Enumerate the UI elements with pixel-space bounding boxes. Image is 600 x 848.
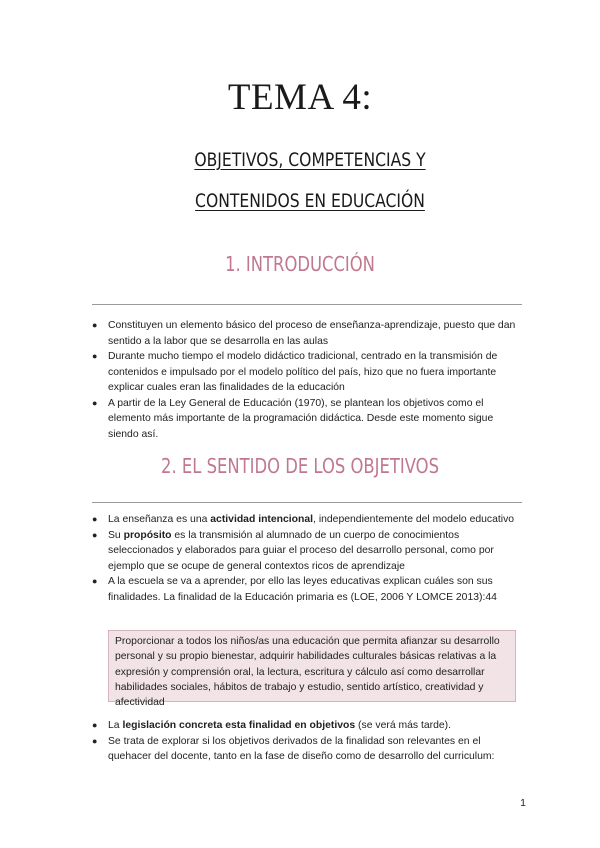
bullet-dot-icon: ● [92,514,98,524]
list-item-text: Constituyen un elemento básico del proceso de enseñanza-aprendizaje, puesto que dan sentido a la labor que se desarrolla en las aulas [108,320,516,347]
list-item-text-after: (se verá más tarde). [355,720,452,731]
page-subtitle: OBJETIVOS, COMPETENCIAS Y CONTENIDOS EN EDUCACIÓN [194,149,426,212]
list-item-text-before: La enseñanza es una [108,514,211,525]
quote-text: Proporcionar a todos los niños/as una educación que permita afianzar su desarrollo personal y su propio bienestar, adquirir habilidades culturales básicas relativas a la expresión y comprensión oral, la lectura, escritura y cálculo así como desarrollar habilidades sociales, hábitos de trabajo y estudio, sentido artístico, creatividad y afectividad [115,636,500,709]
bullet-dot-icon: ● [92,397,98,408]
section-divider [92,502,522,503]
section-heading-introduccion: 1. INTRODUCCIÓN [225,252,375,276]
list-item [92,396,522,443]
bullet-dot-icon: ● [92,529,98,540]
list-item-bold-text: legislación concreta esta finalidad en objetivos [122,720,356,731]
intro-bullet-list [92,318,522,442]
list-item-text: Se trata de explorar si los objetivos derivados de la finalidad son relevantes en el quehacer del docente, tanto en la fase de diseño como de desarrollo del curriculum: [108,735,495,762]
list-item-text-before: La [108,720,123,731]
finalidad-quote-box [108,630,516,709]
list-item [92,718,522,734]
bullet-dot-icon: ● [92,735,98,746]
list-item [92,528,522,575]
bullet-dot-icon: ● [92,351,98,361]
list-item [92,734,522,765]
bullet-dot-icon: ● [92,720,98,730]
page-title: TEMA 4: [227,77,373,118]
list-item-bold-text: propósito [123,529,172,541]
list-item [92,349,522,396]
objectives-bullet-list [92,512,522,605]
section-heading-sentido-objetivos: 2. EL SENTIDO DE LOS OBJETIVOS [161,454,439,478]
list-item [92,574,522,605]
list-item-text: A la escuela se va a aprender, por ello las leyes educativas explican cuáles son sus finalidades. La finalidad de la Educación primaria es (LOE, 2006 Y LOMCE 2013):44 [108,576,497,603]
list-item [92,512,522,528]
list-item-text: Durante mucho tiempo el modelo didáctico tradicional, centrado en la transmisión de contenidos e impulsado por el modelo político del país, hizo que no fuera importante explicar cuales eran las finalidades de la educación [108,351,498,393]
objectives-bullet-list-continued [92,718,522,765]
bullet-dot-icon: ● [92,320,98,330]
list-item-text-after: es la transmisión al alumnado de un cuerpo de conocimientos seleccionados y elaborados para guiar el proceso del desarrollo personal, como por ejemplo que se ocupe de general contextos ricos de aprendizaje [108,529,494,572]
list-item-bold-text: actividad intencional [210,514,314,525]
list-item [92,318,522,349]
list-item-text-before: Su [108,529,124,541]
bullet-dot-icon: ● [92,576,98,586]
section-divider [92,304,522,305]
page-number: 1 [520,797,526,809]
list-item-text: A partir de la Ley General de Educación (1970), se plantean los objetivos como el elemento más importante de la programación didáctica. Desde este momento sigue siendo así. [108,397,494,440]
list-item-text-after: , independientemente del modelo educativo [313,514,515,525]
